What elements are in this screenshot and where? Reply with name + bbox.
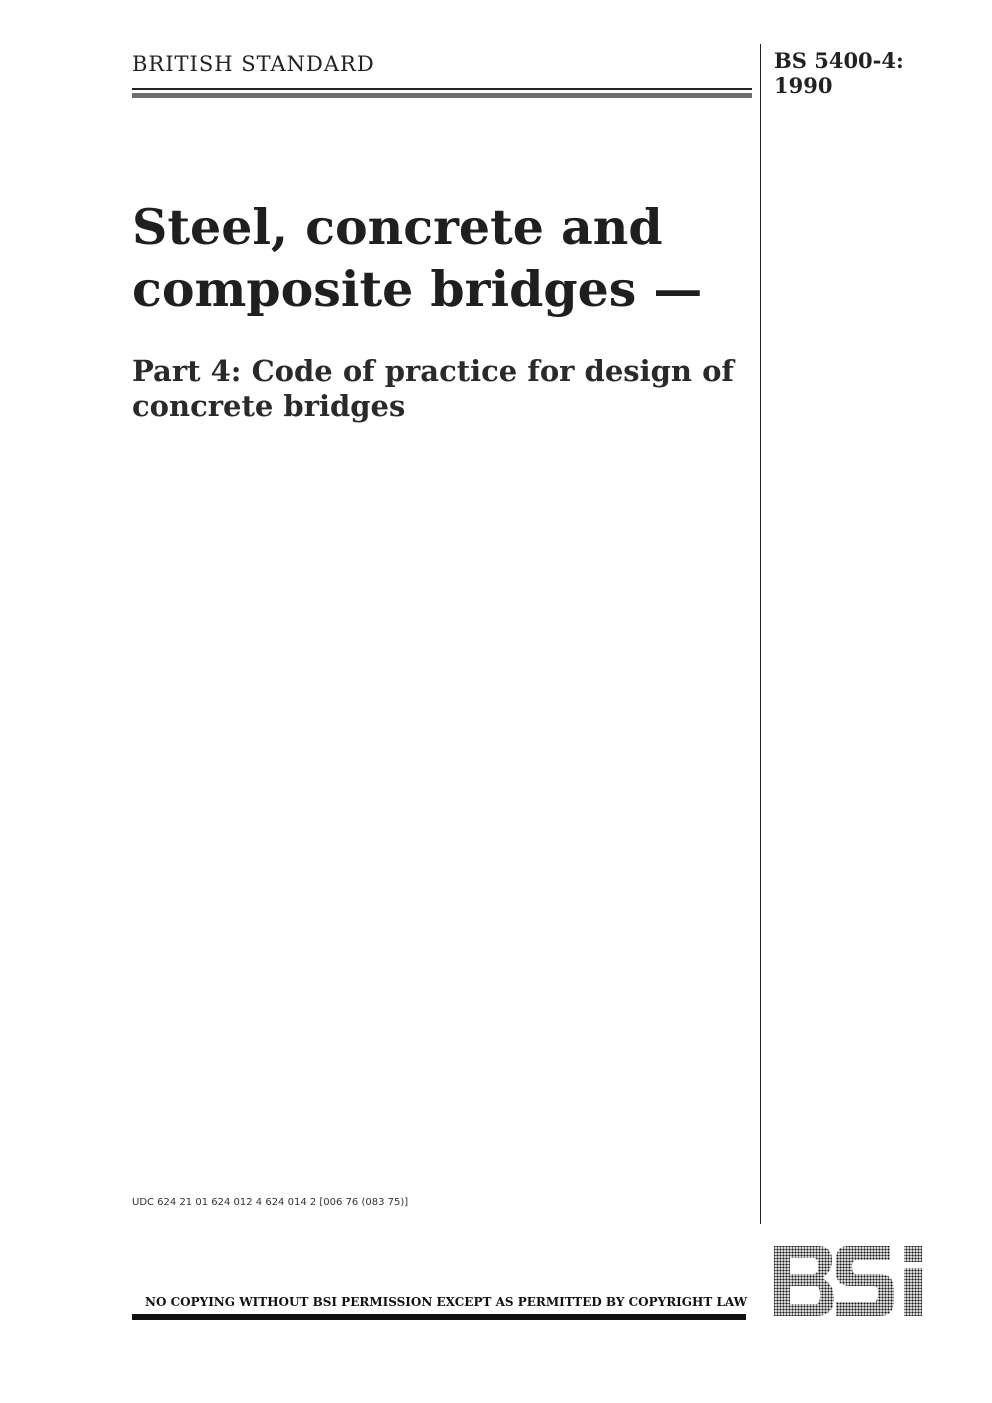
subtitle-line2: concrete bridges <box>132 389 406 423</box>
standard-number-line1: BS 5400-4: <box>774 48 904 73</box>
standard-number <box>774 48 904 98</box>
document-subtitle <box>132 354 752 424</box>
header-rule-thick <box>132 93 752 98</box>
subtitle-line1: Part 4: Code of practice for design of <box>132 354 734 388</box>
title-line1: Steel, concrete and <box>132 198 663 256</box>
footer-rule <box>132 1314 746 1320</box>
standard-number-line2: 1990 <box>774 73 833 98</box>
document-type-label: BRITISH STANDARD <box>132 52 375 76</box>
margin-divider <box>760 44 761 1224</box>
copyright-notice: NO COPYING WITHOUT BSI PERMISSION EXCEPT AS PERMITTED BY COPYRIGHT LAW <box>145 1295 748 1309</box>
document-title <box>132 196 752 320</box>
header-rule-thin <box>132 88 752 90</box>
title-line2: composite bridges — <box>132 260 703 318</box>
udc-classification: UDC 624 21 01 624 012 4 624 014 2 [006 76 (083 75)] <box>132 1197 409 1208</box>
bsi-logo-icon <box>770 1242 946 1320</box>
